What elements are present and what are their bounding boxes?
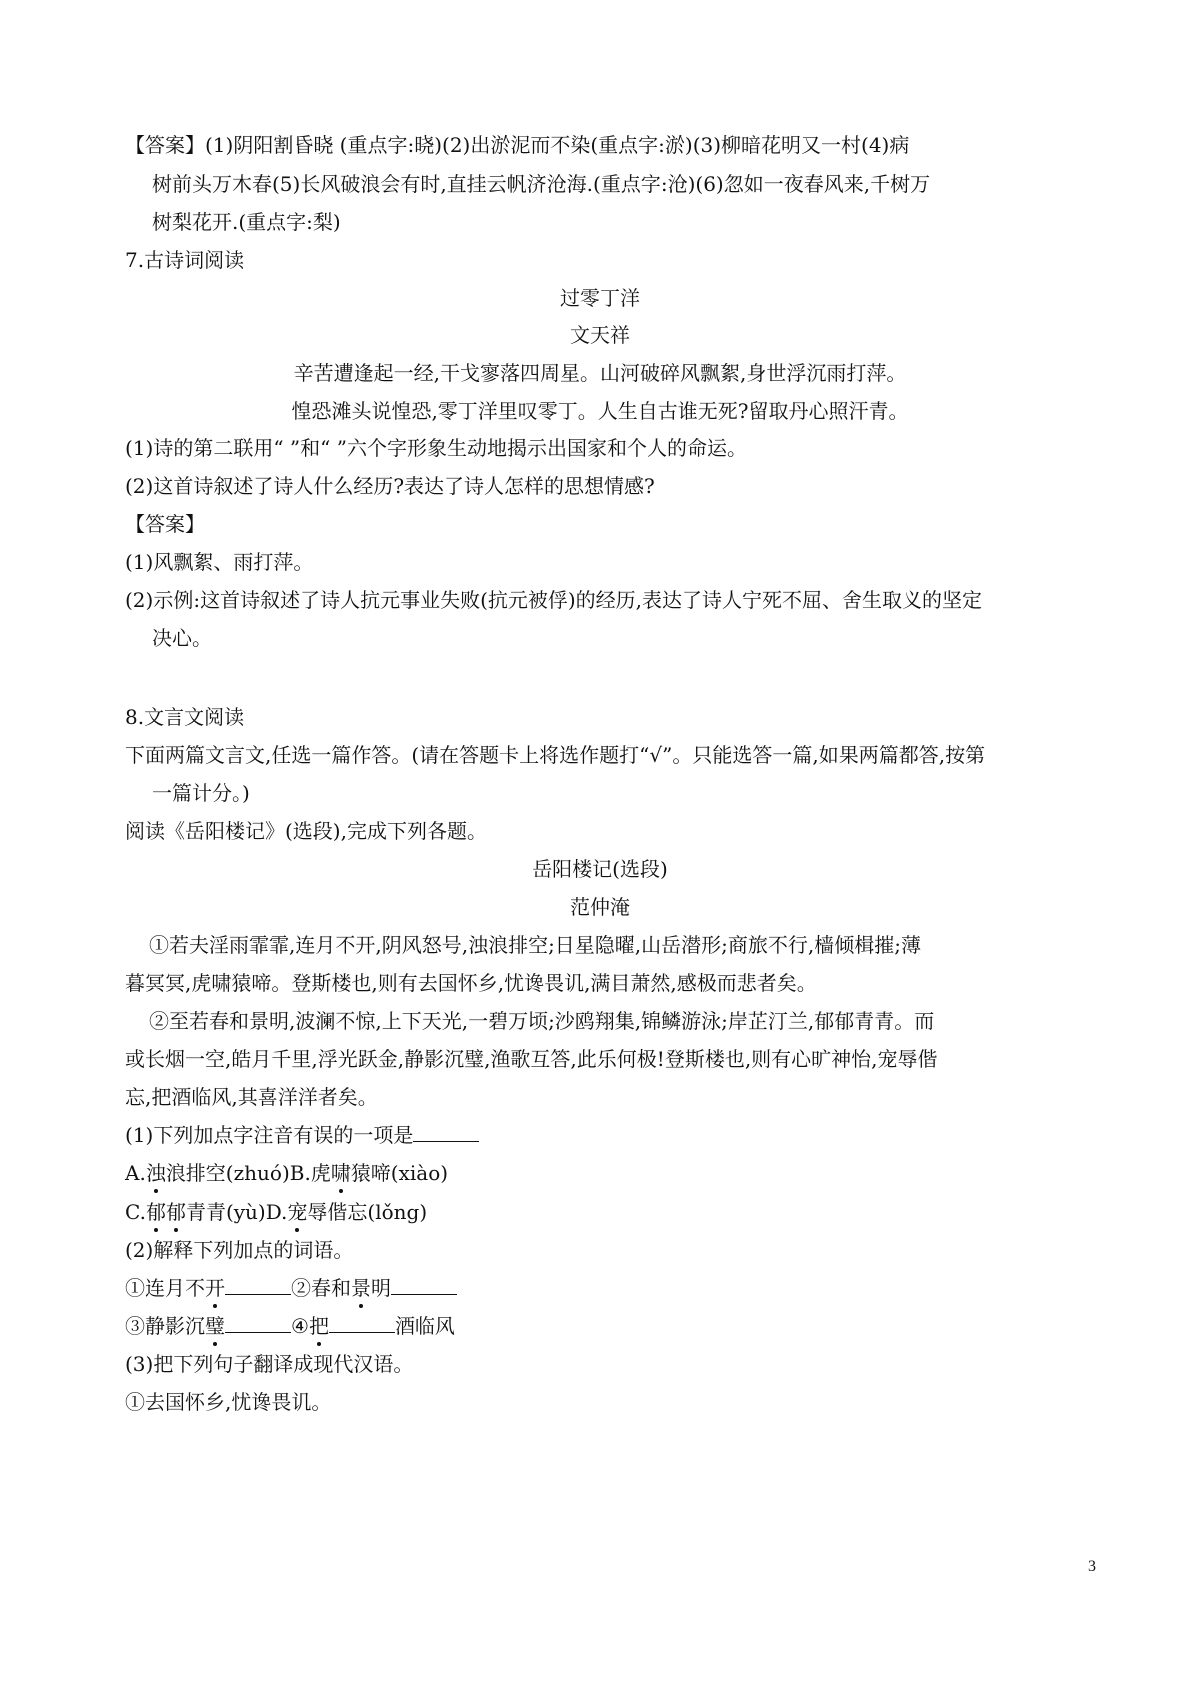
option-c-d-line xyxy=(125,1198,427,1226)
page-number: 3 xyxy=(1088,1558,1096,1575)
poem-line-1: 辛苦遭逢起一经,干戈寥落四周星。山河破碎风飘絮,身世浮沉雨打萍。 xyxy=(293,361,907,385)
answer-6-line-3: 树梨花开.(重点字:梨) xyxy=(152,210,341,234)
question-7-answer-1: (1)风飘絮、雨打萍。 xyxy=(125,550,314,574)
word-4-suffix: 酒临风 xyxy=(394,1314,455,1338)
question-8-read-line: 阅读《岳阳楼记》(选段),完成下列各题。 xyxy=(125,819,487,843)
dotted-char: 浊 xyxy=(145,1161,166,1185)
paragraph-2-line-1: ②至若春和景明,波澜不惊,上下天光,一碧万顷;沙鸥翔集,锦鳞游泳;岸芷汀兰,郁郁青青。而 xyxy=(149,1009,935,1033)
answer-blank[interactable] xyxy=(391,1276,457,1295)
question-8-intro-line-2: 一篇计分。) xyxy=(152,781,250,805)
question-8-intro-line-1: 下面两篇文言文,任选一篇作答。(请在答题卡上将选作题打“√”。只能选答一篇,如果两篇都答,按第 xyxy=(125,743,986,767)
option-c-text: 青青(yù)D. xyxy=(185,1200,288,1224)
question-8-sub-1-text: (1)下列加点字注音有误的一项是 xyxy=(125,1123,414,1147)
word-2-text: ②春和 xyxy=(291,1276,351,1300)
dotted-char: 啸 xyxy=(330,1161,351,1185)
option-a-text: 浪排空(zhuó)B.虎 xyxy=(165,1161,331,1185)
dotted-char: 郁 xyxy=(145,1200,166,1224)
question-7-answer-label: 【答案】 xyxy=(125,512,205,536)
paragraph-2-line-3: 忘,把酒临风,其喜洋洋者矣。 xyxy=(125,1085,378,1109)
dotted-char: 郁 xyxy=(165,1200,186,1224)
question-8-heading: 8.文言文阅读 xyxy=(125,705,245,729)
answer-blank[interactable] xyxy=(329,1314,395,1333)
word-3-text: ③静影沉 xyxy=(125,1314,205,1338)
poem-line-2: 惶恐滩头说惶恐,零丁洋里叹零丁。人生自古谁无死?留取丹心照汗青。 xyxy=(291,399,909,423)
word-line-1 xyxy=(125,1274,457,1302)
answer-blank[interactable] xyxy=(225,1314,291,1333)
question-7-sub-1: (1)诗的第二联用“ ”和“ ”六个字形象生动地揭示出国家和个人的命运。 xyxy=(125,436,747,460)
question-8-sub-1 xyxy=(125,1121,479,1149)
option-d-text: 辱偕忘(lǒng) xyxy=(307,1200,428,1224)
answer-blank[interactable] xyxy=(225,1276,291,1295)
option-a-prefix: A. xyxy=(125,1161,146,1185)
question-7-answer-2-line-1: (2)示例:这首诗叙述了诗人抗元事业失败(抗元被俘)的经历,表达了诗人宁死不屈、舍生取义的坚定 xyxy=(125,588,983,612)
answer-6-line-2: 树前头万木春(5)长风破浪会有时,直挂云帆济沧海.(重点字:沧)(6)忽如一夜春风来,千树万 xyxy=(152,172,931,196)
text-author: 范仲淹 xyxy=(570,895,630,919)
question-7-answer-2-line-2: 决心。 xyxy=(152,626,212,650)
question-7-sub-2: (2)这首诗叙述了诗人什么经历?表达了诗人怎样的思想情感? xyxy=(125,474,655,498)
poem-title: 过零丁洋 xyxy=(560,286,640,310)
question-8-sub-3: (3)把下列句子翻译成现代汉语。 xyxy=(125,1352,414,1376)
word-2-suffix: 明 xyxy=(371,1276,391,1300)
dotted-char: 把 xyxy=(308,1314,329,1338)
dotted-char: 璧 xyxy=(205,1314,225,1338)
word-1-text: ①连月不 xyxy=(125,1276,205,1300)
word-line-2 xyxy=(125,1312,455,1340)
translation-item-1: ①去国怀乡,忧谗畏讥。 xyxy=(125,1390,332,1414)
option-c-prefix: C. xyxy=(125,1200,146,1224)
dotted-char: 宠 xyxy=(287,1200,308,1224)
poem-author: 文天祥 xyxy=(570,323,630,347)
paragraph-2-line-2: 或长烟一空,皓月千里,浮光跃金,静影沉璧,渔歌互答,此乐何极!登斯楼也,则有心旷神怡,宠辱偕 xyxy=(125,1047,938,1071)
paragraph-1-line-1: ①若夫淫雨霏霏,连月不开,阴风怒号,浊浪排空;日星隐曜,山岳潜形;商旅不行,樯倾楫摧;薄 xyxy=(149,933,922,957)
answer-6-line-1: 【答案】(1)阴阳割昏晓 (重点字:晓)(2)出淤泥而不染(重点字:淤)(3)柳暗花明又一村(4)病 xyxy=(125,133,910,157)
paragraph-1-line-2: 暮冥冥,虎啸猿啼。登斯楼也,则有去国怀乡,忧谗畏讥,满目萧然,感极而悲者矣。 xyxy=(125,971,817,995)
question-7-heading: 7.古诗词阅读 xyxy=(125,248,245,272)
dotted-char: 景 xyxy=(351,1276,371,1300)
question-8-sub-2: (2)解释下列加点的词语。 xyxy=(125,1238,354,1262)
option-b-text: 猿啼(xiào) xyxy=(350,1161,449,1185)
option-a-b-line xyxy=(125,1159,448,1187)
dotted-char: 开 xyxy=(205,1276,225,1300)
answer-blank[interactable] xyxy=(413,1123,479,1142)
word-4-prefix: ④ xyxy=(291,1314,309,1338)
text-title: 岳阳楼记(选段) xyxy=(532,857,668,881)
